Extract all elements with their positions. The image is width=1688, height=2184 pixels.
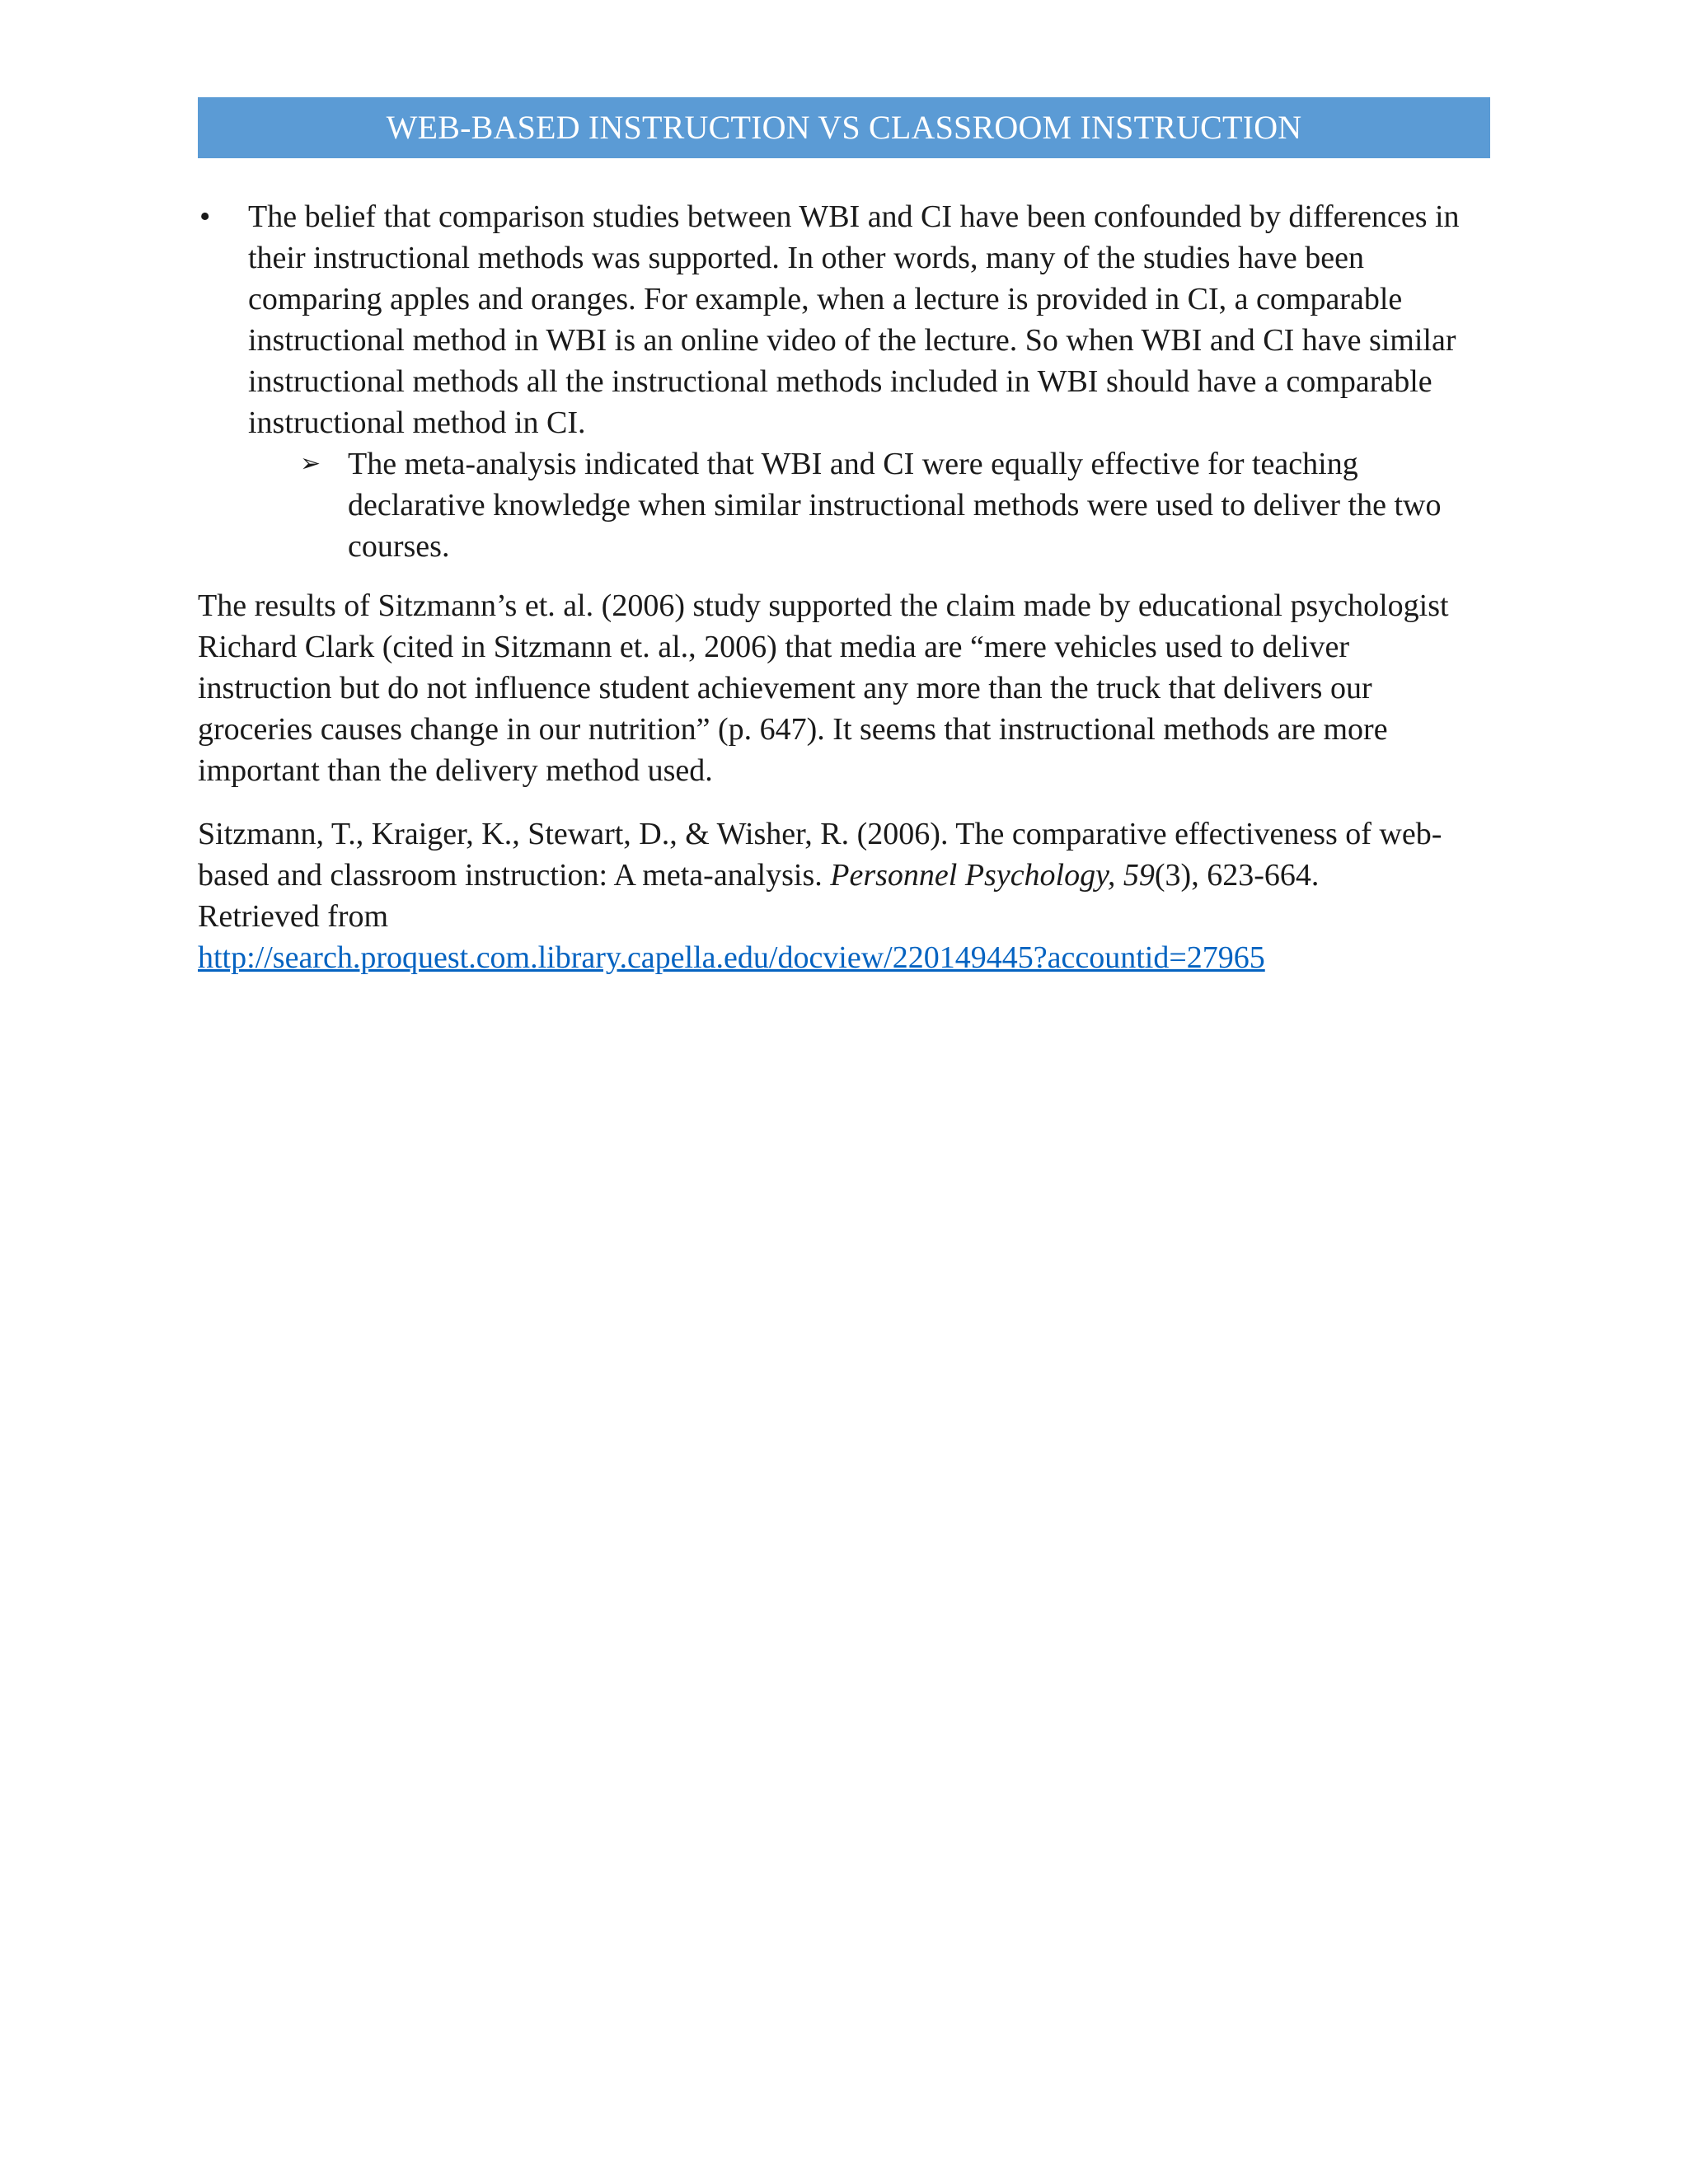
reference-issue-pages: (3), 623-664.	[1154, 858, 1320, 893]
arrowhead-bullet-icon: ➢	[300, 449, 321, 478]
reference-retrieved: Retrieved from	[198, 899, 389, 934]
reference-entry	[198, 813, 1490, 978]
document-page	[198, 97, 1490, 978]
page-header	[198, 97, 1490, 158]
summary-paragraph: The results of Sitzmann’s et. al. (2006) study supported the claim made by educational psychologist Richard Clark (cited in Sitzmann et. al., 2006) that media are “mere vehicles used to deliver instruction but do not influence student achievement any more than the truck that delivers our groceries causes change in our nutrition” (p. 647). It seems that instructional methods are more important than the delivery method used.	[198, 588, 1449, 788]
sub-bullet-list	[248, 443, 1490, 567]
sub-bullet-text: The meta-analysis indicated that WBI and CI were equally effective for teaching declarative knowledge when similar instructional methods were used to deliver the two courses.	[348, 447, 1442, 564]
bullet-text: The belief that comparison studies between WBI and CI have been confounded by differences in their instructional methods was supported. In other words, many of the studies have been comparing apples and oranges. For example, when a lecture is provided in CI, a comparable instructional method in WBI is an online video of the lecture. So when WBI and CI have similar instructional methods all the instructional methods included in WBI should have a comparable instructional method in CI.	[248, 199, 1460, 440]
reference-url-link[interactable]: http://search.proquest.com.library.capella.edu/docview/220149445?accountid=27965	[198, 940, 1265, 975]
bullet-item	[198, 196, 1490, 567]
header-title: WEB-BASED INSTRUCTION VS CLASSROOM INSTRUCTION	[386, 109, 1302, 146]
reference-authors-title: Sitzmann, T., Kraiger, K., Stewart, D., & Wisher, R. (2006). The comparative effectiveness of web-based and classroom instruction: A meta-analysis.	[198, 817, 1442, 893]
bullet-dot-icon: •	[199, 199, 211, 234]
sub-bullet-item	[248, 443, 1490, 567]
bullet-list	[198, 196, 1490, 567]
reference-journal: Personnel Psychology, 59	[830, 858, 1155, 893]
